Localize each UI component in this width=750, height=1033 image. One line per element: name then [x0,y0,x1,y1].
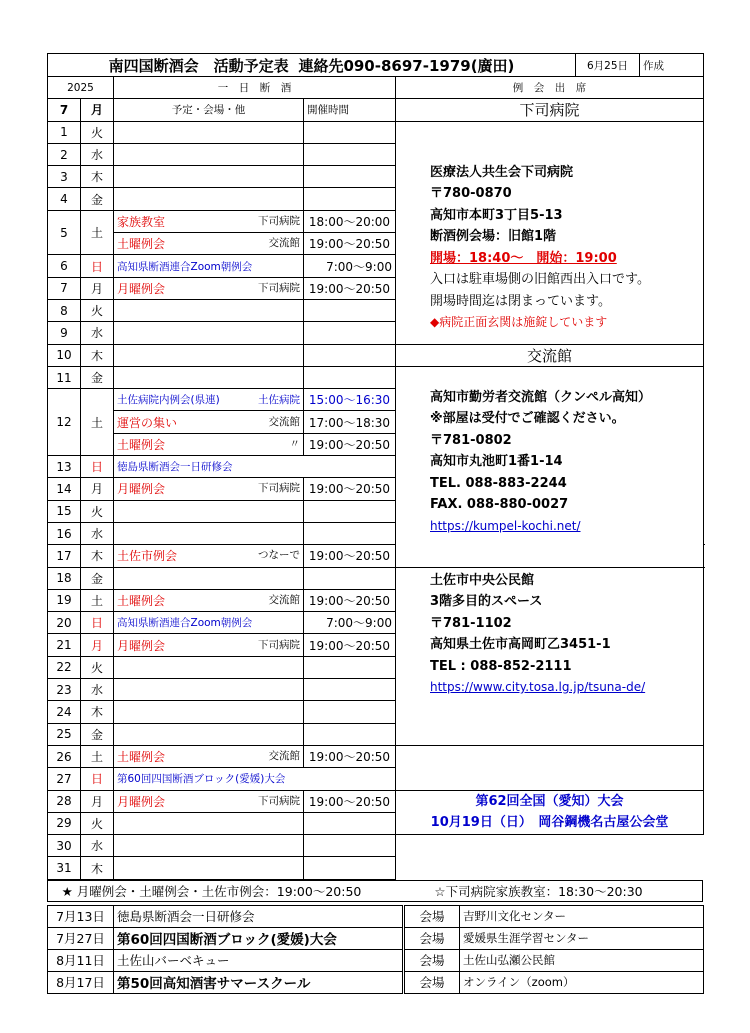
event-name: 高知県断酒連合Zoom朝例会 [117,260,253,273]
weekday: 日 [81,768,114,790]
event [117,592,300,609]
venue-label: 会場 [404,949,460,971]
weekday: 水 [81,322,114,344]
day-number: 20 [48,612,81,634]
event-name: 土佐市例会 [117,549,178,564]
event-name: 土曜例会 [117,750,166,765]
geshi-open-time: 開場：18:40～ 開始：19:00 [430,250,617,266]
weekday: 火 [81,656,114,678]
weekday: 火 [81,500,114,522]
event-time: 19:00～20:50 [304,233,396,255]
event-cell [114,166,304,188]
event [117,235,300,252]
event-cell [114,456,396,478]
tsunade-line: TEL : 088-852-2111 [430,658,572,674]
event-time: 15:00～16:30 [304,389,396,411]
table-row [48,121,704,143]
event-cell [114,589,304,611]
event-place: 下司病院 [258,214,300,227]
event-cell [114,277,304,299]
note-right: ☆下司病院家族教室：18:30～20:30 [375,880,703,901]
event-place: 土佐病院 [258,394,300,407]
weekday: 木 [81,344,114,366]
event-place: つなーで [258,549,300,562]
event-venue: 土佐山弘瀬公民館 [460,949,704,971]
event-place: 交流館 [268,593,300,606]
koryu-line: FAX. 088-880-0027 [430,497,569,513]
day-number: 9 [48,322,81,344]
venue-label: 会場 [404,971,460,993]
day-number: 17 [48,545,81,567]
geshi-line: 高知市本町3丁目5-13 [430,207,563,223]
event-place: 下司病院 [258,482,300,495]
contact-text: 連絡先090-8697-1979(廣田) [298,56,515,75]
weekday: 日 [81,612,114,634]
event [117,414,300,431]
day-number: 23 [48,679,81,701]
event-name: 土佐病院内例会(県連) [117,394,220,407]
table-row [48,745,704,767]
event-time [304,835,396,857]
event-cell [114,567,304,589]
event-cell [114,612,304,634]
tsunade-line: 土佐市中央公民館 [430,572,535,588]
event [117,615,300,630]
day-number: 16 [48,522,81,544]
table-row [48,344,704,366]
weekday: 火 [81,299,114,321]
weekday: 水 [81,522,114,544]
table-row [48,790,704,812]
weekday: 金 [81,188,114,210]
venue-info-koryu [396,366,704,567]
page-title [48,54,576,77]
weekday: 土 [81,745,114,767]
day-number: 8 [48,299,81,321]
event-time [304,723,396,745]
event-time [304,344,396,366]
weekday: 土 [81,589,114,611]
event-cell [114,545,304,567]
event-venue: 愛媛県生涯学習センター [460,927,704,949]
event-cell [114,745,304,767]
day-number: 18 [48,567,81,589]
schedule-sheet [47,53,703,994]
event-cell [114,500,304,522]
event-time [304,322,396,344]
event-time [304,522,396,544]
event-cell [114,522,304,544]
month-number: 7 [48,99,81,121]
event-place: 交流館 [268,750,300,763]
tsunade-line: 3階多目的スペース [430,594,543,610]
event-time [304,121,396,143]
day-number: 11 [48,366,81,388]
event-cell [114,701,304,723]
plan-column-header: 予定・会場・他 [114,99,304,121]
geshi-note: 入口は駐車場側の旧館西出入口です。 [430,272,650,288]
geshi-line: 断酒例会場：旧館1階 [430,229,557,245]
event-date: 8月17日 [48,971,114,993]
zenkoku-info [396,790,704,835]
day-number: 27 [48,768,81,790]
koryu-line: 〒781-0802 [430,432,512,448]
koryu-line: 高知市丸池町1番1-14 [430,454,563,470]
day-number: 22 [48,656,81,678]
event-name: 月曜例会 [117,794,166,809]
event-time: 17:00～18:30 [304,411,396,433]
day-number: 30 [48,835,81,857]
weekday: 木 [81,857,114,879]
note-left: ★ 月曜例会・土曜例会・土佐市例会：19:00～20:50 [48,880,376,901]
weekday: 水 [81,679,114,701]
event-time [304,679,396,701]
weekday: 金 [81,366,114,388]
note-table [47,880,703,902]
event-name: 徳島県断酒会一日研修会 [117,461,233,474]
event-time [304,366,396,388]
event-title: 第60回四国断酒ブロック(愛媛)大会 [114,927,404,949]
geshi-line: 医療法人共生会下司病院 [430,164,574,180]
event-time: 7:00～9:00 [304,612,396,634]
event [117,280,300,297]
day-number: 26 [48,745,81,767]
event [117,213,300,230]
event-name: 家族教室 [117,214,166,229]
event [117,771,392,786]
event-cell [114,233,304,255]
table-row [48,835,704,857]
table-row [48,366,704,388]
event-place: 下司病院 [258,638,300,651]
event [117,436,300,453]
event [117,459,392,474]
event-cell [114,299,304,321]
venue-label: 会場 [404,927,460,949]
day-number: 21 [48,634,81,656]
day-number: 25 [48,723,81,745]
tsunade-line: 〒781-1102 [430,615,512,631]
event-date: 7月27日 [48,927,114,949]
event-venue: 吉野川文化センター [460,905,704,927]
day-number: 12 [48,389,81,456]
event-cell [114,857,304,879]
venue-label: 会場 [404,905,460,927]
event-cell [114,433,304,455]
weekday: 月 [81,478,114,500]
weekday: 土 [81,389,114,456]
event [117,793,300,810]
event [117,392,300,407]
event-time: 18:00～20:00 [304,210,396,232]
event-cell [114,679,304,701]
event [117,259,300,274]
reikai-header: 例 会 出 席 [396,77,704,99]
event-cell [114,188,304,210]
venue-title-koryu: 交流館 [396,344,704,366]
event-place: 下司病院 [258,794,300,807]
event-time: 19:00～20:50 [304,745,396,767]
event-cell [114,344,304,366]
event-cell [114,723,304,745]
event-row [48,905,704,927]
event-time: 7:00～9:00 [304,255,396,277]
day-number: 4 [48,188,81,210]
event-title: 土佐山バーベキュー [114,949,404,971]
koryu-line: ※部屋は受付でご確認ください。 [430,411,625,427]
event-title: 徳島県断酒会一日研修会 [114,905,404,927]
events-table [47,905,704,994]
time-column-header: 開催時間 [304,99,396,121]
event-cell [114,366,304,388]
day-number: 19 [48,589,81,611]
event-time: 19:00～20:50 [304,277,396,299]
event-time [304,299,396,321]
event-name: 土曜例会 [117,437,166,452]
weekday: 金 [81,567,114,589]
weekday: 月 [81,634,114,656]
event-cell [114,255,304,277]
venue-info-tsunade [396,567,704,745]
event [117,547,300,564]
event-name: 運営の集い [117,415,178,430]
event-name: 月曜例会 [117,281,166,296]
event-cell [114,210,304,232]
event-name: 土曜例会 [117,593,166,608]
event-cell [114,411,304,433]
day-number: 1 [48,121,81,143]
weekday: 木 [81,545,114,567]
event-place: 下司病院 [258,281,300,294]
weekday: 火 [81,121,114,143]
day-number: 6 [48,255,81,277]
day-number: 13 [48,456,81,478]
event-cell [114,768,396,790]
event-cell [114,812,304,834]
table-row [48,857,704,879]
tsunade-url-link[interactable]: https://www.city.tosa.lg.jp/tsuna-de/ [430,680,646,695]
event-name: 月曜例会 [117,638,166,653]
event-time: 19:00～20:50 [304,545,396,567]
event-time: 19:00～20:50 [304,634,396,656]
year: 2025 [48,77,114,99]
event-date: 8月11日 [48,949,114,971]
event-time: 19:00～20:50 [304,478,396,500]
event-venue: オンライン（zoom） [460,971,704,993]
day-number: 2 [48,143,81,165]
month-unit: 月 [81,99,114,121]
venue-info-geshi [396,121,704,344]
geshi-warning: ◆病院正面玄関は施錠しています [430,315,608,330]
day-number: 15 [48,500,81,522]
weekday: 月 [81,790,114,812]
event-cell [114,478,304,500]
koryu-line: 高知市勤労者交流館（クンペル高知） [430,389,652,405]
geshi-note: 開場時間迄は閉まっています。 [430,293,611,309]
schedule-table [47,53,704,880]
event-title: 第50回高知酒害サマースクール [114,971,404,993]
day-number: 28 [48,790,81,812]
ichinichi-header: 一 日 断 酒 [114,77,396,99]
geshi-line: 〒780-0870 [430,186,512,202]
day-number: 5 [48,210,81,255]
event-time [304,812,396,834]
venue-blank [396,745,704,790]
event-row [48,949,704,971]
event [117,748,300,765]
day-number: 10 [48,344,81,366]
day-number: 3 [48,166,81,188]
table-row [48,567,704,589]
zenkoku-date-place: 10月19日（日） 岡谷鋼機名古屋公会堂 [430,815,669,831]
day-number: 24 [48,701,81,723]
event [117,637,300,654]
weekday: 金 [81,723,114,745]
day-number: 14 [48,478,81,500]
weekday: 木 [81,166,114,188]
event-time [304,656,396,678]
event [117,480,300,497]
created-date: 6月25日 [576,54,640,77]
event-name: 月曜例会 [117,482,166,497]
day-number: 7 [48,277,81,299]
event-cell [114,389,304,411]
event-date: 7月13日 [48,905,114,927]
day-number: 31 [48,857,81,879]
event-name: 高知県断酒連合Zoom朝例会 [117,617,253,630]
event-time [304,857,396,879]
event-time: 19:00～20:50 [304,589,396,611]
venue-title-geshi: 下司病院 [396,99,704,121]
weekday: 水 [81,143,114,165]
event-cell [114,656,304,678]
koryu-line: TEL. 088-883-2244 [430,475,567,491]
event-cell [114,790,304,812]
event-time [304,188,396,210]
event-name: 第60回四国断酒ブロック(愛媛)大会 [117,773,286,786]
event-cell [114,121,304,143]
event-time: 19:00～20:50 [304,790,396,812]
event-time [304,500,396,522]
weekday: 日 [81,255,114,277]
event-name: 土曜例会 [117,237,166,252]
weekday: 木 [81,701,114,723]
event-row [48,971,704,993]
event-time [304,143,396,165]
created-label: 作成 [640,54,704,77]
event-place: 交流館 [268,415,300,428]
event-place: 交流館 [268,237,300,250]
title-text: 南四国断酒会 活動予定表 [108,56,289,75]
weekday: 火 [81,812,114,834]
event-cell [114,143,304,165]
weekday: 土 [81,210,114,255]
event-time [304,701,396,723]
zenkoku-title: 第62回全国（愛知）大会 [475,794,624,810]
event-cell [114,322,304,344]
koryu-url-link[interactable]: https://kumpel-kochi.net/ [430,518,581,533]
event-place: 〃 [289,437,300,450]
event-cell [114,835,304,857]
event-time [304,567,396,589]
event-row [48,927,704,949]
tsunade-line: 高知県土佐市高岡町乙3451-1 [430,637,611,653]
weekday: 月 [81,277,114,299]
weekday: 日 [81,456,114,478]
weekday: 水 [81,835,114,857]
event-time [304,166,396,188]
day-number: 29 [48,812,81,834]
event-time: 19:00～20:50 [304,433,396,455]
event-cell [114,634,304,656]
